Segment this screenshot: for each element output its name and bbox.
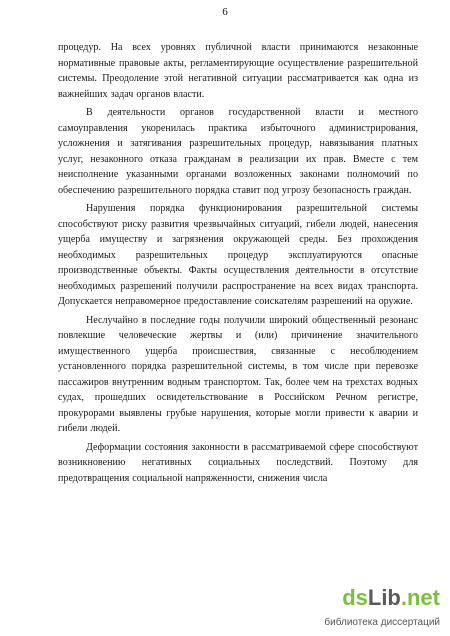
dslib-logo [342,587,440,609]
watermark [312,587,440,628]
body-text [58,40,418,489]
paragraph-3: Нарушения порядка функционирования разрешительной системы способствуют риску развития чрезвычайных ситуаций, гибели людей, нанесения ущерба имуществу и загрязнения окружающей среды. Без прохождения необходимых разрешительных процедур эксплуатируются опасные производственные объекты. Факты осуществления деятельности в отсутствие необходимых разрешений получили распространение на всех видах транспорта. Допускается неправомерное предоставление соискателям разрешений на оружие. [58,203,418,307]
logo-net: .net [400,585,440,610]
paragraph-1: процедур. На всех уровнях публичной власти принимаются незаконные нормативные правовые акты, регламентирующие осуществление разрешительной системы. Преодоление этой негативной ситуации рассматривается как одна из важнейших задач органов власти. [58,42,418,100]
page-number: 6 [222,6,228,18]
watermark-caption: библиотека диссертаций [324,617,440,628]
paragraph-2: В деятельности органов государственной власти и местного самоуправления укоренилась практика избыточного администрирования, усложнения и затягивания разрешительных процедур, навязывания платных услуг, незаконного отказа гражданам в реализации их прав. Вместе с тем неисполнение указанными органами возложенных законами полномочий по обеспечению разрешительного порядка ставит под угрозу безопасность граждан. [58,107,418,196]
logo-ds: ds [342,585,368,610]
paragraph-4: Неслучайно в последние годы получили широкий общественный резонанс повлекшие человеческие жертвы и (или) причинение значительного имущественного ущерба происшествия, связанные с несоблюдением установленного порядка разрешительной системы, в том числе при перевозке пассажиров внутренним водным транспортом. Так, более чем на трехстах водных судах, прошедших освидетельствование в Российском Речном регистре, прокурорами выявлены грубые нарушения, которые могли привести к аварии и гибели людей. [58,314,418,434]
paragraph-5: Деформации состояния законности в рассматриваемой сфере способствуют возникновению негативных социальных последствий. Поэтому для предотвращения социальной напряженности, снижения числа [58,441,418,484]
watermark-block [318,587,440,628]
logo-lib: Lib [367,585,401,610]
